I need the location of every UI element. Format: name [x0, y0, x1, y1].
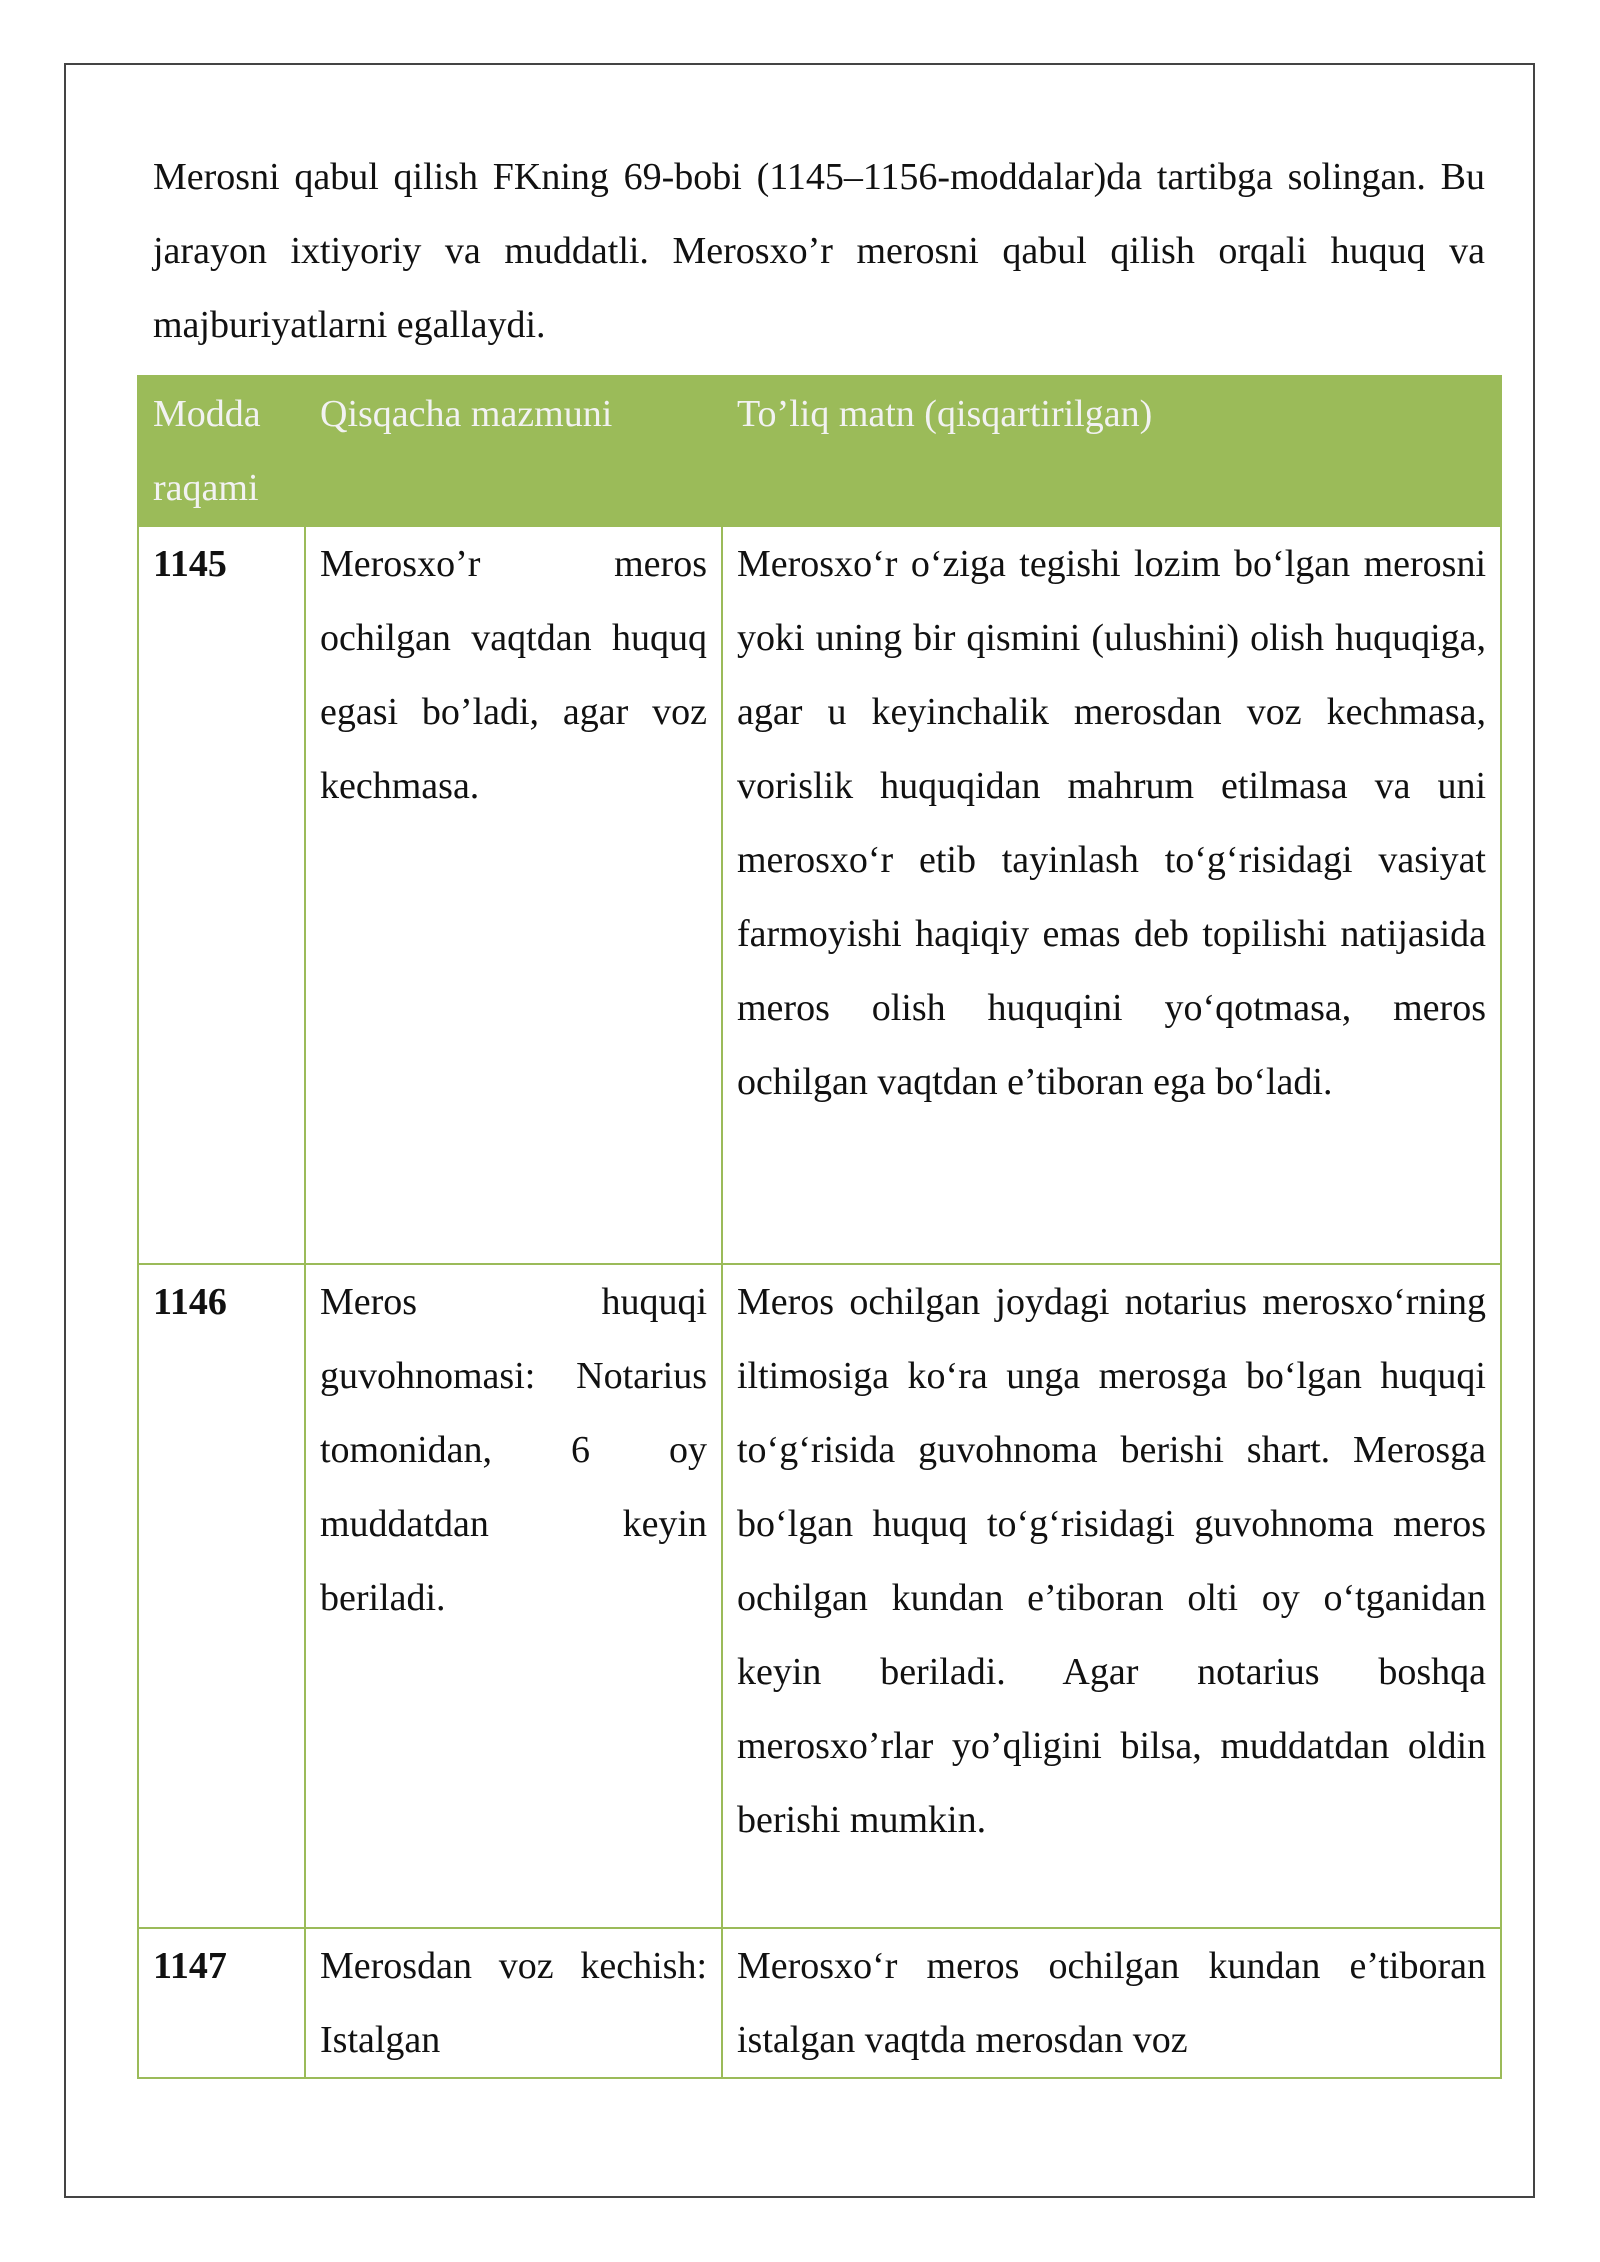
article-summary: Merosdan voz kechish: Istalgan [305, 1928, 722, 2078]
intro-paragraph: Merosni qabul qilish FKning 69-bobi (1145–1156-moddalar)da tartibga solingan. Bu jarayon ixtiyoriy va muddatli. Merosxo’r merosni qabul qilish orqali huquq va majburiyatlarni egallaydi. [153, 156, 1485, 346]
article-full-text: Merosxo‘r meros ochilgan kundan e’tiboran istalgan vaqtda merosdan voz [722, 1928, 1501, 2078]
column-header-number: Modda raqami [138, 376, 305, 526]
article-number: 1146 [138, 1264, 305, 1928]
column-header-full-text: To’liq matn (qisqartirilgan) [722, 376, 1501, 526]
column-header-summary: Qisqacha mazmuni [305, 376, 722, 526]
table-row [138, 526, 1501, 1264]
article-summary: Merosxo’r meros ochilgan vaqtdan huquq egasi bo’ladi, agar voz kechmasa. [305, 526, 722, 1264]
article-number: 1145 [138, 526, 305, 1264]
table-row [138, 1928, 1501, 2078]
table-row [138, 1264, 1501, 1928]
article-full-text: Meros ochilgan joydagi notarius merosxo‘rning iltimosiga ko‘ra unga merosga bo‘lgan huquqi to‘g‘risida guvohnoma berishi shart. Merosga bo‘lgan huquq to‘g‘risidagi guvohnoma meros ochilgan kundan e’tiboran olti oy o‘tganidan keyin beriladi. Agar notarius boshqa merosxo’rlar yo’qligini bilsa, muddatdan oldin berishi mumkin. [722, 1264, 1501, 1928]
table-header-row [138, 376, 1501, 526]
article-full-text: Merosxo‘r o‘ziga tegishi lozim bo‘lgan merosni yoki uning bir qismini (ulushini) olish huquqiga, agar u keyinchalik merosdan voz kechmasa, vorislik huquqidan mahrum etilmasa va uni merosxo‘r etib tayinlash to‘g‘risidagi vasiyat farmoyishi haqiqiy emas deb topilishi natijasida meros olish huquqini yo‘qotmasa, meros ochilgan vaqtdan e’tiboran ega bo‘ladi. [722, 526, 1501, 1264]
article-number: 1147 [138, 1928, 305, 2078]
articles-table [137, 375, 1502, 2079]
article-summary: Meros huquqi guvohnomasi: Notarius tomonidan, 6 oy muddatdan keyin beriladi. [305, 1264, 722, 1928]
